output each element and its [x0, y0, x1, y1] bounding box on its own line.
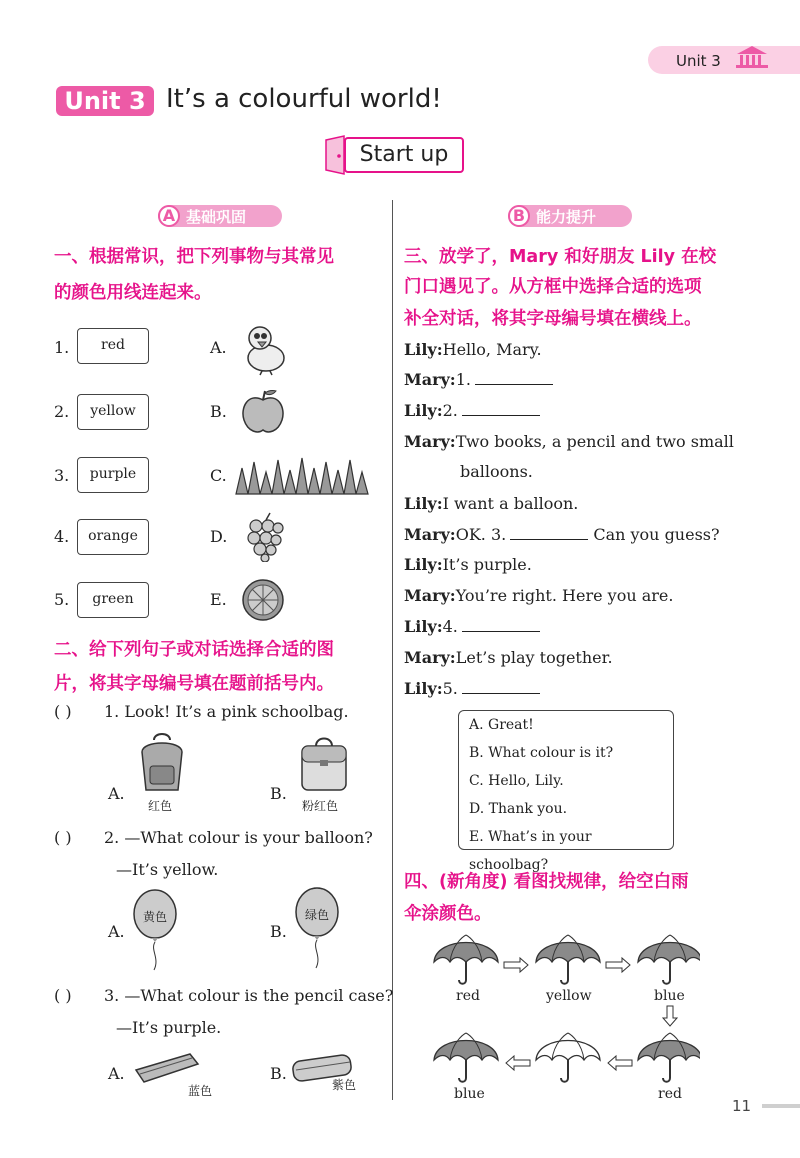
- dialogue-line-2: Mary:1.: [404, 368, 553, 392]
- option-e: E. What’s in your schoolbag?: [469, 829, 592, 873]
- q3-title-line2: 门口遇见了。从方框中选择合适的选项: [404, 277, 702, 297]
- arrow-right-icon: [606, 958, 630, 972]
- q2-item2-text: 2. —What colour is your balloon?: [104, 828, 373, 847]
- arrow-right-icon: [504, 958, 528, 972]
- option-c: C. Hello, Lily.: [469, 773, 564, 789]
- umbrella-label-3: blue: [654, 988, 685, 1004]
- dialogue-line-8: Mary:You’re right. Here you are.: [404, 586, 674, 605]
- answer-blank-3[interactable]: [510, 524, 588, 540]
- dialogue-line-1: Lily:Hello, Mary.: [404, 340, 542, 359]
- answer-blank-4[interactable]: [462, 616, 540, 632]
- q2-item2-bracket[interactable]: ( ): [54, 828, 72, 847]
- q1-num-5: 5.: [54, 590, 70, 609]
- pencil-case-blue-icon: [132, 1050, 202, 1086]
- umbrella-row2-2-blank: [536, 1033, 600, 1082]
- q1-letter-d: D.: [210, 527, 228, 546]
- umbrella-pattern: [400, 928, 700, 1104]
- q2-item3-a-caption: 蓝色: [188, 1084, 213, 1098]
- unit-badge: Unit 3: [56, 86, 154, 116]
- q2-item1-bracket[interactable]: ( ): [54, 702, 72, 721]
- umbrella-row2-3: [638, 1033, 700, 1082]
- dialogue-line-4: Mary:Two books, a pencil and two small: [404, 432, 734, 451]
- q1-letter-a: A.: [210, 338, 227, 357]
- q2-item3-reply: —It’s purple.: [116, 1018, 222, 1037]
- options-box: [458, 710, 674, 873]
- q2-item1-a-caption: 红色: [148, 799, 173, 813]
- column-divider: [392, 200, 393, 1100]
- arrow-left-icon: [608, 1056, 632, 1070]
- q2-item3-text: 3. —What colour is the pencil case?: [104, 986, 394, 1005]
- q1-num-2: 2.: [54, 402, 70, 421]
- umbrella-row2-1: [434, 1033, 498, 1082]
- q2-item2-a: A.: [108, 922, 125, 941]
- q2-item3-a: A.: [108, 1064, 125, 1083]
- answer-blank-5[interactable]: [462, 678, 540, 694]
- page-bar: [762, 1104, 800, 1108]
- answer-blank-1[interactable]: [475, 369, 553, 385]
- color-box-purple: purple: [77, 457, 149, 493]
- balloon-yellow-icon: [130, 888, 180, 972]
- q1-num-1: 1.: [54, 338, 70, 357]
- temple-icon: [734, 44, 770, 70]
- q1-num-3: 3.: [54, 466, 70, 485]
- q1-letter-e: E.: [210, 590, 227, 609]
- q2-title-line1: 二、给下列句子或对话选择合适的图: [54, 640, 334, 660]
- section-b-label: 能力提升: [536, 207, 597, 226]
- option-b: B. What colour is it?: [469, 745, 614, 761]
- q2-title-line2: 片，将其字母编号填在题前括号内。: [54, 674, 334, 694]
- q4-title-line2: 伞涂颜色。: [404, 904, 492, 924]
- umbrella-row1-2: [536, 935, 600, 984]
- q1-letter-b: B.: [210, 402, 227, 421]
- section-a-badge: [158, 205, 282, 227]
- q2-item1-b: B.: [270, 784, 287, 803]
- umbrella-label-6: red: [658, 1086, 682, 1102]
- grass-icon: [234, 454, 370, 496]
- dialogue-line-7: Lily:It’s purple.: [404, 555, 532, 574]
- umbrella-label-2: yellow: [546, 988, 592, 1004]
- color-box-red: red: [77, 328, 149, 364]
- dialogue-line-5: Lily:I want a balloon.: [404, 494, 579, 513]
- umbrella-row1-3: [638, 935, 700, 984]
- umbrella-row1-1: [434, 935, 498, 984]
- q2-item3-b-caption: 紫色: [332, 1078, 357, 1092]
- dialogue-line-3: Lily:2.: [404, 399, 540, 423]
- dialogue-line-4-cont: balloons.: [460, 462, 533, 481]
- arrow-left-icon: [506, 1056, 530, 1070]
- header-tab: [648, 46, 800, 74]
- option-d: D. Thank you.: [469, 801, 568, 817]
- arrow-down-icon: [663, 1006, 677, 1026]
- q2-item2-reply: —It’s yellow.: [116, 860, 219, 879]
- q4-title-line1: 四、(新角度) 看图找规律，给空白雨: [404, 872, 689, 892]
- balloon-green-icon: [292, 886, 342, 970]
- unit-title: It’s a colourful world!: [166, 84, 442, 114]
- answer-blank-2[interactable]: [462, 400, 540, 416]
- q2-item2-a-caption: 黄色: [143, 910, 168, 924]
- q2-item2-b: B.: [270, 922, 287, 941]
- section-title: Start up: [344, 137, 464, 173]
- umbrella-label-1: red: [456, 988, 480, 1004]
- section-a-label: 基础巩固: [186, 207, 247, 226]
- q1-title-line1: 一、根据常识，把下列事物与其常见: [54, 247, 334, 267]
- q2-item1-b-caption: 粉红色: [302, 799, 339, 813]
- header-unit-label: Unit 3: [676, 52, 721, 70]
- section-a-letter: A: [158, 205, 180, 227]
- option-a: A. Great!: [469, 717, 534, 733]
- q2-item1-a: A.: [108, 784, 125, 803]
- q3-title-line3: 补全对话，将其字母编号填在横线上。: [404, 309, 702, 329]
- page-number: 11: [732, 1097, 752, 1115]
- umbrella-label-4: blue: [454, 1086, 485, 1102]
- q1-title-line2: 的颜色用线连起来。: [54, 283, 212, 303]
- color-box-green: green: [77, 582, 149, 618]
- apple-icon: [238, 388, 288, 436]
- dialogue-line-11: Lily:5.: [404, 677, 540, 701]
- section-b-letter: B: [508, 205, 530, 227]
- q1-letter-c: C.: [210, 466, 227, 485]
- q2-item3-bracket[interactable]: ( ): [54, 986, 72, 1005]
- q2-item3-b: B.: [270, 1064, 287, 1083]
- color-box-orange: orange: [77, 519, 149, 555]
- section-b-badge: [508, 205, 632, 227]
- schoolbag-pink-icon: [294, 732, 354, 794]
- q1-num-4: 4.: [54, 527, 70, 546]
- orange-slice-icon: [238, 578, 288, 622]
- dialogue-line-9: Lily:4.: [404, 615, 540, 639]
- q2-item1-text: 1. Look! It’s a pink schoolbag.: [104, 702, 349, 721]
- q2-item2-b-caption: 绿色: [305, 908, 330, 922]
- color-box-yellow: yellow: [77, 394, 149, 430]
- schoolbag-red-icon: [132, 732, 192, 794]
- q3-title-line1: 三、放学了，Mary 和好朋友 Lily 在校: [404, 247, 717, 267]
- dialogue-line-10: Mary:Let’s play together.: [404, 648, 613, 667]
- grapes-icon: [244, 512, 284, 562]
- dialogue-line-6: Mary:OK. 3. Can you guess?: [404, 525, 720, 544]
- chick-icon: [236, 320, 292, 376]
